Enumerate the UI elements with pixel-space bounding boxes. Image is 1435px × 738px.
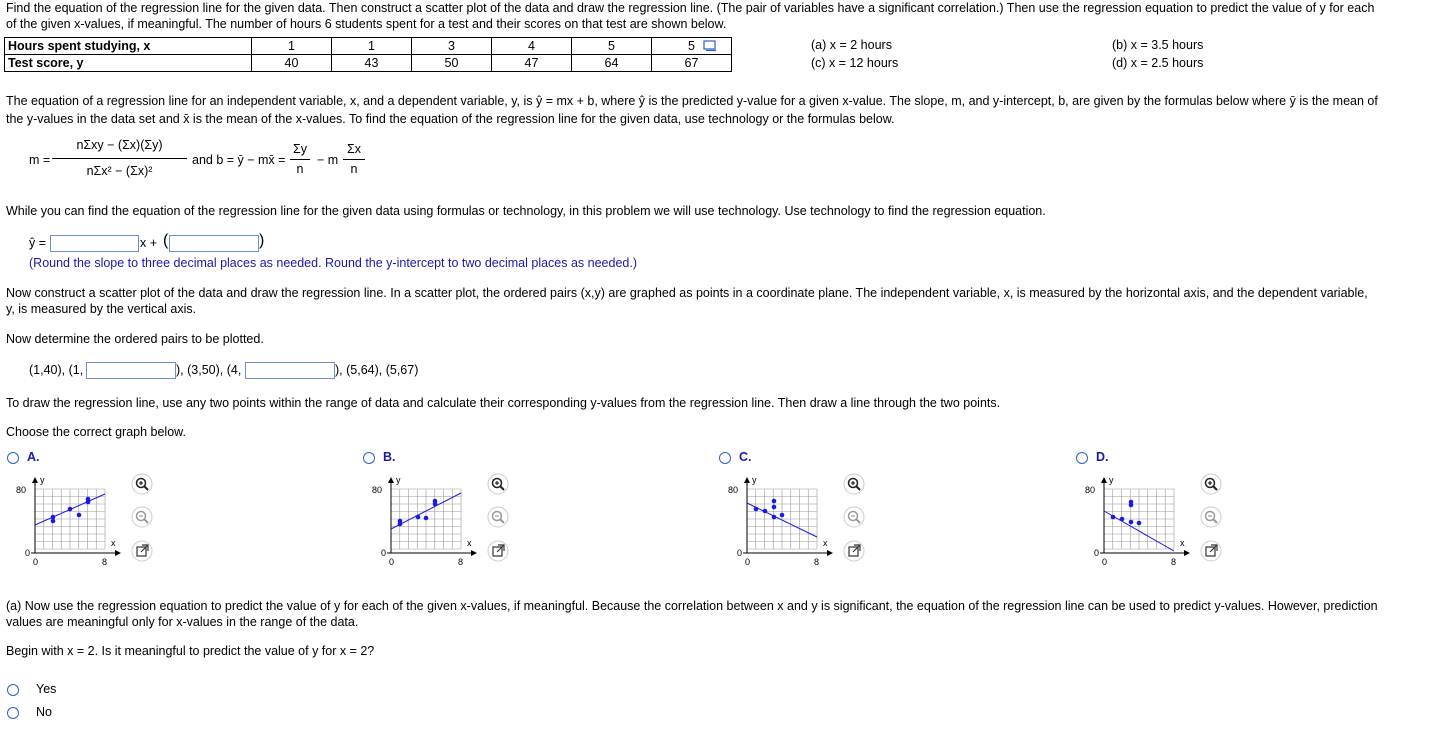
data-point xyxy=(51,515,56,520)
close-paren: ) xyxy=(259,232,265,249)
data-point xyxy=(1120,517,1125,522)
predict-d: (d) x = 2.5 hours xyxy=(1112,56,1204,70)
zoom-out-icon[interactable] xyxy=(843,506,865,528)
x-arrow xyxy=(115,550,121,556)
no-radio[interactable] xyxy=(7,707,19,719)
y-axis-label: y xyxy=(752,475,757,485)
scatter-plot xyxy=(0,470,180,580)
x-axis-label: x xyxy=(823,538,828,548)
data-point xyxy=(772,505,777,510)
expand-icon[interactable] xyxy=(487,540,509,562)
pair-y-input-1[interactable] xyxy=(86,362,176,379)
y-cell: 50 xyxy=(412,55,492,72)
table-row xyxy=(5,38,732,55)
zoom-in-icon[interactable] xyxy=(131,473,153,495)
y-tick-label: 0 xyxy=(737,548,743,558)
data-point xyxy=(1129,520,1134,525)
data-point xyxy=(77,513,82,518)
fraction-bar xyxy=(343,159,365,160)
x-cell: 1 xyxy=(252,38,332,55)
data-point xyxy=(1137,521,1142,526)
option-label[interactable]: D. xyxy=(1096,450,1109,464)
y-cell: 64 xyxy=(572,55,652,72)
minus-m: − m xyxy=(317,153,339,167)
m-numerator: nΣxy − (Σx)(Σy) xyxy=(76,138,163,152)
sum-x: Σx xyxy=(347,142,361,156)
scatter-text-1: Now construct a scatter plot of the data and draw the regression line. In a scatter plot, the ordered pairs (x,y) are graphed as points in a coordinate plane. The independent variable, x, is measured by the horizontal axis, and the dependent variable, xyxy=(6,286,1368,300)
scatter-text-2: y, is measured by the vertical axis. xyxy=(6,302,197,316)
explain-line-2: the y-values in the data set and x̄ is the mean of the x-values. To find the equation of the regression line for the given data, use technology or the formulas below. xyxy=(6,112,895,126)
y-arrow xyxy=(388,477,394,483)
m-label: m = xyxy=(29,153,51,167)
pairs-text-1: (1,40), (1, xyxy=(29,363,84,377)
part-a-line-2: values are meaningful only for x-values in the range of the data. xyxy=(6,615,359,629)
pairs-text-2: ), (3,50), (4, xyxy=(176,363,242,377)
expand-icon[interactable] xyxy=(843,540,865,562)
b-formula: and b = ȳ − mx̄ = xyxy=(192,153,286,167)
x-cell: 5 xyxy=(652,38,732,55)
data-table xyxy=(4,37,732,72)
data-point xyxy=(1129,503,1134,508)
option-label[interactable]: B. xyxy=(383,450,396,464)
x-tick-label: 8 xyxy=(814,557,820,567)
pair-y-input-2[interactable] xyxy=(245,362,335,379)
m-denominator: nΣx² − (Σx)² xyxy=(86,164,153,178)
zoom-out-icon[interactable] xyxy=(1200,506,1222,528)
option-label[interactable]: C. xyxy=(739,450,752,464)
y-cell: 67 xyxy=(652,55,732,72)
data-point xyxy=(51,519,56,524)
expand-icon[interactable] xyxy=(131,540,153,562)
open-paren: ( xyxy=(163,232,169,249)
zoom-in-icon[interactable] xyxy=(487,473,509,495)
fraction-bar xyxy=(52,158,187,159)
data-point xyxy=(772,499,777,504)
table-row xyxy=(5,55,732,72)
predict-b: (b) x = 3.5 hours xyxy=(1112,38,1204,52)
predict-a: (a) x = 2 hours xyxy=(811,38,892,52)
data-point xyxy=(780,513,785,518)
option-radio[interactable] xyxy=(1076,452,1088,464)
draw-instruction: To draw the regression line, use any two points within the range of data and calculate their corresponding y-values from the regression line. Then draw a line through the two points. xyxy=(6,396,1001,410)
x-arrow xyxy=(471,550,477,556)
rounding-note: (Round the slope to three decimal places as needed. Round the y-intercept to two decimal places as needed.) xyxy=(29,256,638,270)
x-axis-label: x xyxy=(1180,538,1185,548)
row-label-hours: Hours spent studying, x xyxy=(5,38,252,55)
x-axis-label: x xyxy=(467,538,472,548)
part-a-line-1: (a) Now use the regression equation to predict the value of y for each of the given x-values, if meaningful. Because the correlation between x and y is significant, the equation of the regression line can be used to predict y-values. However, prediction xyxy=(6,599,1378,613)
pairs-prompt: Now determine the ordered pairs to be plotted. xyxy=(6,332,264,346)
predict-c: (c) x = 12 hours xyxy=(811,56,899,70)
x-tick-label: 8 xyxy=(102,557,108,567)
option-radio[interactable] xyxy=(363,452,375,464)
x-arrow xyxy=(827,550,833,556)
y-tick-label: 0 xyxy=(1094,548,1100,558)
x-cell: 5 xyxy=(572,38,652,55)
row-label-score: Test score, y xyxy=(5,55,252,72)
pairs-text-3: ), (5,64), (5,67) xyxy=(335,363,419,377)
yhat-label: ŷ = xyxy=(29,236,47,250)
y-tick-label: 80 xyxy=(16,485,27,495)
intercept-input[interactable] xyxy=(169,235,259,252)
data-point xyxy=(424,516,429,521)
y-axis-label: y xyxy=(1109,475,1114,485)
x-arrow xyxy=(1184,550,1190,556)
option-label[interactable]: A. xyxy=(27,450,40,464)
y-tick-label: 80 xyxy=(372,485,383,495)
y-arrow xyxy=(744,477,750,483)
y-tick-label: 80 xyxy=(1085,485,1096,495)
x-tick-label: 8 xyxy=(458,557,464,567)
intro-line-1: Find the equation of the regression line for the given data. Then construct a scatter plot of the data and draw the regression line. (The pair of variables have a significant correlation.) Then use the regression equation to predict the value of y for each xyxy=(6,1,1375,15)
zoom-in-icon[interactable] xyxy=(1200,473,1222,495)
y-arrow xyxy=(1101,477,1107,483)
explain-line-1: The equation of a regression line for an independent variable, x, and a dependent variable, y, is ŷ = mx + b, where ŷ is the predicted y-value for a given x-value. The slope, m, and y-intercept, b, are given by the formulas below where ȳ is the mean of xyxy=(6,94,1378,108)
option-radio[interactable] xyxy=(7,452,19,464)
y-cell: 47 xyxy=(492,55,572,72)
data-point xyxy=(433,502,438,507)
intro-line-2: of the given x-values, if meaningful. The number of hours 6 students spent for a test and their scores on that test are shown below. xyxy=(6,17,727,31)
data-point xyxy=(416,515,421,520)
y-tick-label: 80 xyxy=(728,485,739,495)
x-axis-label: x xyxy=(111,538,116,548)
fraction-bar xyxy=(290,159,310,160)
expand-icon[interactable] xyxy=(1200,540,1222,562)
y-axis-label: y xyxy=(396,475,401,485)
choose-instruction: Choose the correct graph below. xyxy=(6,425,186,439)
data-point xyxy=(1111,515,1116,520)
x-tick-label: 0 xyxy=(33,557,39,567)
yes-radio[interactable] xyxy=(7,684,19,696)
zoom-out-icon[interactable] xyxy=(487,506,509,528)
no-label[interactable]: No xyxy=(36,705,52,719)
y-arrow xyxy=(32,477,38,483)
n-denominator: n xyxy=(350,162,358,176)
x-plus-label: x + xyxy=(140,236,158,250)
y-cell: 43 xyxy=(332,55,412,72)
x-tick-label: 0 xyxy=(745,557,751,567)
copy-data-icon[interactable] xyxy=(703,40,717,52)
technology-instruction: While you can find the equation of the regression line for the given data using formulas or technology, in this problem we will use technology. Use technology to find the regression equation. xyxy=(6,204,1046,218)
scatter-plot xyxy=(1069,470,1249,580)
part-a-question: Begin with x = 2. Is it meaningful to predict the value of y for x = 2? xyxy=(6,644,375,658)
x-tick-label: 0 xyxy=(389,557,395,567)
data-point xyxy=(754,507,759,512)
n-denominator: n xyxy=(296,162,304,176)
zoom-in-icon[interactable] xyxy=(843,473,865,495)
zoom-out-icon[interactable] xyxy=(131,506,153,528)
scatter-plot xyxy=(712,470,892,580)
x-tick-label: 0 xyxy=(1102,557,1108,567)
x-tick-label: 8 xyxy=(1171,557,1177,567)
y-cell: 40 xyxy=(252,55,332,72)
y-tick-label: 0 xyxy=(25,548,31,558)
data-point xyxy=(68,507,73,512)
option-radio[interactable] xyxy=(719,452,731,464)
data-point xyxy=(763,509,768,514)
y-tick-label: 0 xyxy=(381,548,387,558)
y-axis-label: y xyxy=(40,475,45,485)
data-point xyxy=(398,519,403,524)
data-point xyxy=(86,497,91,502)
x-cell: 3 xyxy=(412,38,492,55)
x-cell: 4 xyxy=(492,38,572,55)
slope-input[interactable] xyxy=(50,235,139,252)
data-point xyxy=(772,515,777,520)
sum-y: Σy xyxy=(293,142,307,156)
scatter-plot xyxy=(356,470,536,580)
yes-label[interactable]: Yes xyxy=(36,682,57,696)
x-cell: 1 xyxy=(332,38,412,55)
